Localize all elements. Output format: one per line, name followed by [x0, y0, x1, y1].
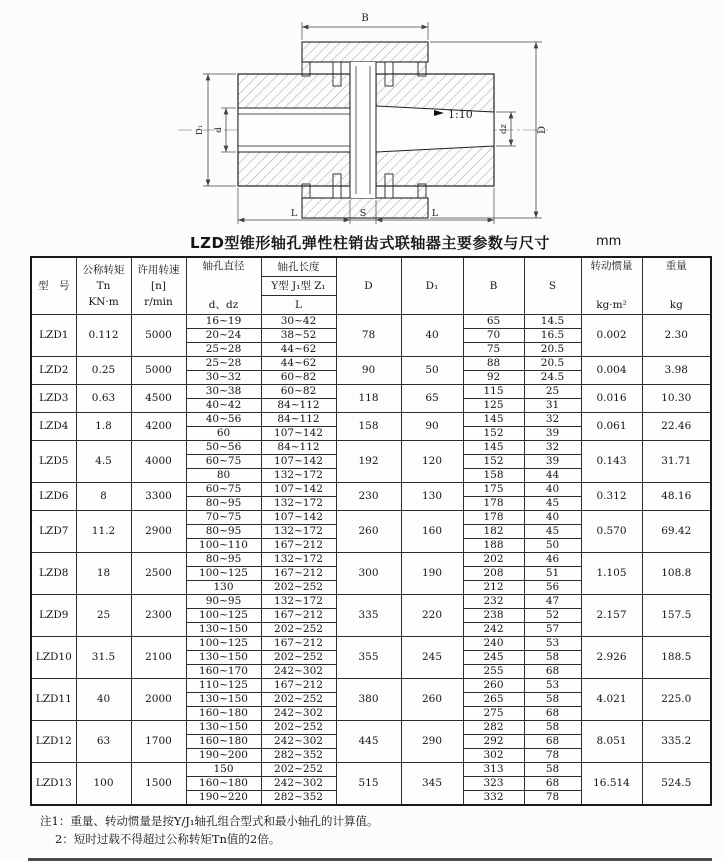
cell-S: 45 — [524, 525, 581, 539]
cell-bore-length: 242~302 — [261, 777, 336, 791]
cell-model: LZD13 — [31, 763, 76, 806]
cell-B: 75 — [463, 343, 524, 357]
cell-S: 58 — [524, 721, 581, 735]
cell-torque: 8 — [76, 483, 131, 511]
cell-bore-diameter: 60 — [186, 427, 261, 441]
cell-D1: 190 — [401, 553, 463, 595]
cell-speed: 2900 — [131, 511, 186, 553]
cell-B: 265 — [463, 693, 524, 707]
cell-weight: 225.0 — [642, 679, 711, 721]
cell-D1: 260 — [401, 679, 463, 721]
cell-inertia: 0.016 — [581, 385, 642, 413]
cell-bore-length: 107~142 — [261, 511, 336, 525]
header-bore-title: 轴孔直径 — [202, 260, 245, 272]
cell-speed: 2000 — [131, 679, 186, 721]
cell-B: 275 — [463, 707, 524, 721]
cell-S: 32 — [524, 413, 581, 427]
cell-weight: 48.16 — [642, 483, 711, 511]
header-model: 型 号 — [31, 257, 76, 315]
cell-inertia: 0.143 — [581, 441, 642, 483]
cell-weight: 157.5 — [642, 595, 711, 637]
table-row — [31, 763, 711, 777]
cell-S: 20.5 — [524, 357, 581, 371]
cell-bore-length: 167~212 — [261, 637, 336, 651]
dim-label-d: d — [214, 127, 224, 133]
table-row — [31, 315, 711, 329]
cell-bore-diameter: 190~220 — [186, 791, 261, 806]
cell-bore-diameter: 40~42 — [186, 399, 261, 413]
header-speed — [131, 257, 186, 315]
cell-model: LZD12 — [31, 721, 76, 763]
table-header — [31, 257, 711, 315]
dim-label-S: S — [359, 208, 367, 219]
header-weight-title: 重量 — [665, 260, 687, 272]
cell-B: 292 — [463, 735, 524, 749]
cell-torque: 18 — [76, 553, 131, 595]
cell-speed: 4200 — [131, 413, 186, 441]
cell-B: 152 — [463, 455, 524, 469]
header-S: S — [524, 257, 581, 315]
cell-bore-length: 242~302 — [261, 707, 336, 721]
cell-D: 380 — [336, 679, 401, 721]
cell-D1: 220 — [401, 595, 463, 637]
cell-B: 242 — [463, 623, 524, 637]
cell-torque: 25 — [76, 595, 131, 637]
cell-inertia: 2.157 — [581, 595, 642, 637]
cell-bore-diameter: 160~180 — [186, 735, 261, 749]
cell-B: 255 — [463, 665, 524, 679]
cell-bore-diameter: 16~19 — [186, 315, 261, 329]
cell-bore-length: 282~352 — [261, 749, 336, 763]
cell-model: LZD7 — [31, 511, 76, 553]
cell-bore-diameter: 150 — [186, 763, 261, 777]
cell-B: 208 — [463, 567, 524, 581]
header-torque-line: Tn — [96, 280, 111, 292]
cell-bore-length: 60~82 — [261, 371, 336, 385]
cell-B: 70 — [463, 329, 524, 343]
cell-speed: 1700 — [131, 721, 186, 763]
cell-S: 40 — [524, 483, 581, 497]
dim-label-L-right: L — [431, 208, 439, 219]
cell-bore-diameter: 70~75 — [186, 511, 261, 525]
cell-D: 230 — [336, 483, 401, 511]
cell-model: LZD2 — [31, 357, 76, 385]
header-inertia-title: 转动惯量 — [590, 260, 633, 272]
cell-torque: 1.8 — [76, 413, 131, 441]
header-length-types: Y型 J₁型 Z₁ — [261, 277, 336, 296]
cell-speed: 2500 — [131, 553, 186, 595]
cell-weight: 2.30 — [642, 315, 711, 357]
cell-bore-length: 30~42 — [261, 315, 336, 329]
cell-inertia: 1.105 — [581, 553, 642, 595]
cell-bore-length: 202~252 — [261, 721, 336, 735]
cell-B: 178 — [463, 497, 524, 511]
cell-S: 39 — [524, 455, 581, 469]
page-title: LZD型锥形轴孔弹性柱销齿式联轴器主要参数与尺寸 — [190, 234, 550, 252]
cell-D: 192 — [336, 441, 401, 483]
cell-torque: 0.63 — [76, 385, 131, 413]
cell-model: LZD1 — [31, 315, 76, 357]
cell-inertia: 4.021 — [581, 679, 642, 721]
cell-S: 78 — [524, 791, 581, 806]
cell-D: 90 — [336, 357, 401, 385]
cell-bore-length: 84~112 — [261, 413, 336, 427]
header-weight — [642, 257, 711, 315]
table-row — [31, 483, 711, 497]
header-bore-symbols: d、dz — [208, 299, 239, 311]
cell-bore-length: 38~52 — [261, 329, 336, 343]
cell-B: 202 — [463, 553, 524, 567]
cell-bore-length: 84~112 — [261, 399, 336, 413]
cell-weight: 108.8 — [642, 553, 711, 595]
table-row — [31, 679, 711, 693]
cell-B: 115 — [463, 385, 524, 399]
cell-weight: 69.42 — [642, 511, 711, 553]
header-speed-line: r/min — [144, 296, 173, 308]
cell-S: 50 — [524, 539, 581, 553]
coupling-cross-section-drawing — [0, 6, 725, 230]
dim-label-L-left: L — [290, 208, 298, 219]
cell-S: 68 — [524, 735, 581, 749]
table-row — [31, 413, 711, 427]
cell-B: 125 — [463, 399, 524, 413]
cell-bore-diameter: 130~150 — [186, 721, 261, 735]
cell-bore-diameter: 100~110 — [186, 539, 261, 553]
header-bore-diameter — [186, 257, 261, 315]
cell-bore-length: 44~62 — [261, 357, 336, 371]
unit-label: mm — [596, 234, 622, 249]
cell-D1: 290 — [401, 721, 463, 763]
cell-B: 175 — [463, 483, 524, 497]
cell-torque: 40 — [76, 679, 131, 721]
cell-S: 68 — [524, 665, 581, 679]
cell-torque: 100 — [76, 763, 131, 806]
cell-bore-length: 132~172 — [261, 469, 336, 483]
table-row — [31, 721, 711, 735]
header-inertia-unit: kg·m² — [596, 299, 627, 311]
cell-bore-diameter: 160~180 — [186, 707, 261, 721]
table-row — [31, 637, 711, 651]
notes — [40, 813, 725, 849]
cell-bore-length: 202~252 — [261, 693, 336, 707]
cell-D1: 345 — [401, 763, 463, 806]
cell-S: 14.5 — [524, 315, 581, 329]
cell-S: 40 — [524, 511, 581, 525]
cell-S: 58 — [524, 763, 581, 777]
cell-weight: 22.46 — [642, 413, 711, 441]
cell-torque: 0.25 — [76, 357, 131, 385]
header-length-L: L — [261, 296, 336, 315]
cell-D1: 90 — [401, 413, 463, 441]
cell-bore-diameter: 160~180 — [186, 777, 261, 791]
cell-speed: 4000 — [131, 441, 186, 483]
cell-bore-diameter: 30~38 — [186, 385, 261, 399]
cell-speed: 2300 — [131, 595, 186, 637]
header-D1: D₁ — [401, 257, 463, 315]
cell-B: 313 — [463, 763, 524, 777]
cell-model: LZD9 — [31, 595, 76, 637]
cell-torque: 11.2 — [76, 511, 131, 553]
cell-D: 355 — [336, 637, 401, 679]
header-inertia — [581, 257, 642, 315]
cell-bore-diameter: 100~125 — [186, 609, 261, 623]
cell-bore-diameter: 110~125 — [186, 679, 261, 693]
header-weight-unit: kg — [669, 299, 683, 311]
cell-speed: 5000 — [131, 315, 186, 357]
taper-ratio-label: 1:10 — [448, 108, 473, 121]
left-bore — [238, 108, 350, 152]
cell-inertia: 0.312 — [581, 483, 642, 511]
cell-S: 25 — [524, 385, 581, 399]
cell-bore-diameter: 160~170 — [186, 665, 261, 679]
cell-bore-diameter: 80~95 — [186, 497, 261, 511]
cell-S: 39 — [524, 427, 581, 441]
cell-B: 245 — [463, 651, 524, 665]
cell-B: 182 — [463, 525, 524, 539]
cell-bore-diameter: 60~75 — [186, 483, 261, 497]
cell-bore-diameter: 80~95 — [186, 553, 261, 567]
cell-speed: 3300 — [131, 483, 186, 511]
cell-inertia: 0.570 — [581, 511, 642, 553]
cell-D: 300 — [336, 553, 401, 595]
cell-bore-length: 202~252 — [261, 581, 336, 595]
cell-S: 68 — [524, 777, 581, 791]
cell-bore-length: 107~142 — [261, 455, 336, 469]
cell-bore-length: 132~172 — [261, 525, 336, 539]
cell-bore-length: 202~252 — [261, 651, 336, 665]
cell-model: LZD5 — [31, 441, 76, 483]
cell-torque: 0.112 — [76, 315, 131, 357]
cell-S: 47 — [524, 595, 581, 609]
cell-D: 260 — [336, 511, 401, 553]
cell-B: 88 — [463, 357, 524, 371]
cell-speed: 1500 — [131, 763, 186, 806]
cell-bore-diameter: 130~150 — [186, 623, 261, 637]
cell-B: 152 — [463, 427, 524, 441]
cell-bore-diameter: 25~28 — [186, 357, 261, 371]
header-bore-length: 轴孔长度 — [261, 257, 336, 277]
cell-bore-diameter: 25~28 — [186, 343, 261, 357]
cell-B: 240 — [463, 637, 524, 651]
cell-bore-length: 167~212 — [261, 679, 336, 693]
cell-bore-length: 107~142 — [261, 427, 336, 441]
header-speed-line: 许用转速 — [137, 264, 180, 276]
cell-bore-length: 167~212 — [261, 609, 336, 623]
cell-S: 58 — [524, 651, 581, 665]
cell-D1: 50 — [401, 357, 463, 385]
cell-model: LZD8 — [31, 553, 76, 595]
cell-B: 178 — [463, 511, 524, 525]
cell-bore-length: 202~252 — [261, 763, 336, 777]
cell-bore-diameter: 20~24 — [186, 329, 261, 343]
cell-D1: 245 — [401, 637, 463, 679]
cell-B: 158 — [463, 469, 524, 483]
cell-S: 78 — [524, 749, 581, 763]
dim-label-dz: dz — [499, 124, 509, 134]
spacer — [350, 62, 376, 198]
table-row — [31, 441, 711, 455]
cell-B: 212 — [463, 581, 524, 595]
cell-bore-length: 242~302 — [261, 665, 336, 679]
cell-S: 31 — [524, 399, 581, 413]
header-speed-line: [n] — [151, 280, 166, 292]
dim-label-D1: D₁ — [195, 124, 205, 136]
dim-label-B: B — [361, 13, 369, 24]
cell-bore-length: 132~172 — [261, 553, 336, 567]
cell-S: 56 — [524, 581, 581, 595]
cell-inertia: 2.926 — [581, 637, 642, 679]
bottom-rule — [28, 858, 712, 861]
cell-model: LZD11 — [31, 679, 76, 721]
cell-D1: 65 — [401, 385, 463, 413]
cell-bore-diameter: 100~125 — [186, 567, 261, 581]
cell-inertia: 8.051 — [581, 721, 642, 763]
cell-B: 332 — [463, 791, 524, 806]
cell-weight: 524.5 — [642, 763, 711, 806]
cell-model: LZD10 — [31, 637, 76, 679]
cell-speed: 5000 — [131, 357, 186, 385]
cell-bore-diameter: 40~56 — [186, 413, 261, 427]
sleeve-top-band — [302, 42, 428, 62]
cell-S: 51 — [524, 567, 581, 581]
cell-S: 20.5 — [524, 343, 581, 357]
cell-D: 445 — [336, 721, 401, 763]
cell-model: LZD6 — [31, 483, 76, 511]
cell-B: 145 — [463, 413, 524, 427]
cell-bore-length: 44~62 — [261, 343, 336, 357]
cell-B: 302 — [463, 749, 524, 763]
cell-B: 92 — [463, 371, 524, 385]
cell-S: 53 — [524, 679, 581, 693]
cell-S: 16.5 — [524, 329, 581, 343]
note-2: 2：短时过载不得超过公称转矩Tn值的2倍。 — [55, 831, 281, 846]
note-1: 注1：重量、转动惯量是按Y/J₁轴孔组合型式和最小轴孔的计算值。 — [40, 814, 379, 828]
cell-torque: 63 — [76, 721, 131, 763]
cell-bore-diameter: 30~32 — [186, 371, 261, 385]
cell-torque: 31.5 — [76, 637, 131, 679]
cell-bore-length: 107~142 — [261, 483, 336, 497]
cell-D: 158 — [336, 413, 401, 441]
cell-D: 335 — [336, 595, 401, 637]
cell-inertia: 0.061 — [581, 413, 642, 441]
cell-model: LZD3 — [31, 385, 76, 413]
cell-B: 65 — [463, 315, 524, 329]
cell-D1: 160 — [401, 511, 463, 553]
cell-bore-length: 167~212 — [261, 539, 336, 553]
cell-S: 53 — [524, 637, 581, 651]
cell-S: 44 — [524, 469, 581, 483]
header-torque-line: 公称转矩 — [82, 264, 125, 276]
cell-weight: 31.71 — [642, 441, 711, 483]
cell-S: 45 — [524, 497, 581, 511]
cell-inertia: 0.002 — [581, 315, 642, 357]
cell-speed: 2100 — [131, 637, 186, 679]
cell-bore-diameter: 130~150 — [186, 651, 261, 665]
cell-speed: 4500 — [131, 385, 186, 413]
table-body — [31, 315, 711, 806]
cell-weight: 10.30 — [642, 385, 711, 413]
cell-weight: 335.2 — [642, 721, 711, 763]
coupling-drawing-svg — [0, 6, 725, 230]
cell-model: LZD4 — [31, 413, 76, 441]
cell-weight: 3.98 — [642, 357, 711, 385]
cell-S: 68 — [524, 707, 581, 721]
cell-bore-diameter: 80 — [186, 469, 261, 483]
spec-table — [30, 256, 712, 806]
cell-B: 232 — [463, 595, 524, 609]
cell-bore-diameter: 130 — [186, 581, 261, 595]
cell-D1: 130 — [401, 483, 463, 511]
header-B: B — [463, 257, 524, 315]
cell-D1: 40 — [401, 315, 463, 357]
dim-label-D: D — [537, 125, 548, 135]
cell-S: 46 — [524, 553, 581, 567]
header-torque — [76, 257, 131, 315]
cell-bore-diameter: 190~200 — [186, 749, 261, 763]
cell-weight: 188.5 — [642, 637, 711, 679]
cell-B: 323 — [463, 777, 524, 791]
cell-bore-length: 202~252 — [261, 623, 336, 637]
cell-S: 52 — [524, 609, 581, 623]
cell-bore-diameter: 130~150 — [186, 693, 261, 707]
cell-B: 188 — [463, 539, 524, 553]
table-row — [31, 511, 711, 525]
cell-bore-diameter: 100~125 — [186, 637, 261, 651]
cell-torque: 4.5 — [76, 441, 131, 483]
cell-D: 515 — [336, 763, 401, 806]
cell-inertia: 0.004 — [581, 357, 642, 385]
table-row — [31, 553, 711, 567]
title-bar — [0, 232, 725, 256]
cell-bore-diameter: 80~95 — [186, 525, 261, 539]
table-row — [31, 385, 711, 399]
cell-bore-diameter: 50~56 — [186, 441, 261, 455]
cell-bore-diameter: 60~75 — [186, 455, 261, 469]
cell-B: 145 — [463, 441, 524, 455]
header-D: D — [336, 257, 401, 315]
cell-inertia: 16.514 — [581, 763, 642, 806]
cell-bore-length: 84~112 — [261, 441, 336, 455]
cell-D1: 120 — [401, 441, 463, 483]
cell-D: 118 — [336, 385, 401, 413]
cell-D: 78 — [336, 315, 401, 357]
cell-bore-length: 60~82 — [261, 385, 336, 399]
table-row — [31, 357, 711, 371]
cell-S: 32 — [524, 441, 581, 455]
cell-S: 58 — [524, 693, 581, 707]
cell-B: 238 — [463, 609, 524, 623]
cell-B: 282 — [463, 721, 524, 735]
cell-bore-length: 167~212 — [261, 567, 336, 581]
header-torque-line: KN·m — [88, 296, 119, 308]
cell-bore-length: 132~172 — [261, 497, 336, 511]
cell-bore-length: 242~302 — [261, 735, 336, 749]
cell-bore-length: 282~352 — [261, 791, 336, 806]
cell-bore-length: 132~172 — [261, 595, 336, 609]
cell-bore-diameter: 90~95 — [186, 595, 261, 609]
cell-S: 24.5 — [524, 371, 581, 385]
table-row — [31, 595, 711, 609]
cell-B: 260 — [463, 679, 524, 693]
cell-S: 57 — [524, 623, 581, 637]
